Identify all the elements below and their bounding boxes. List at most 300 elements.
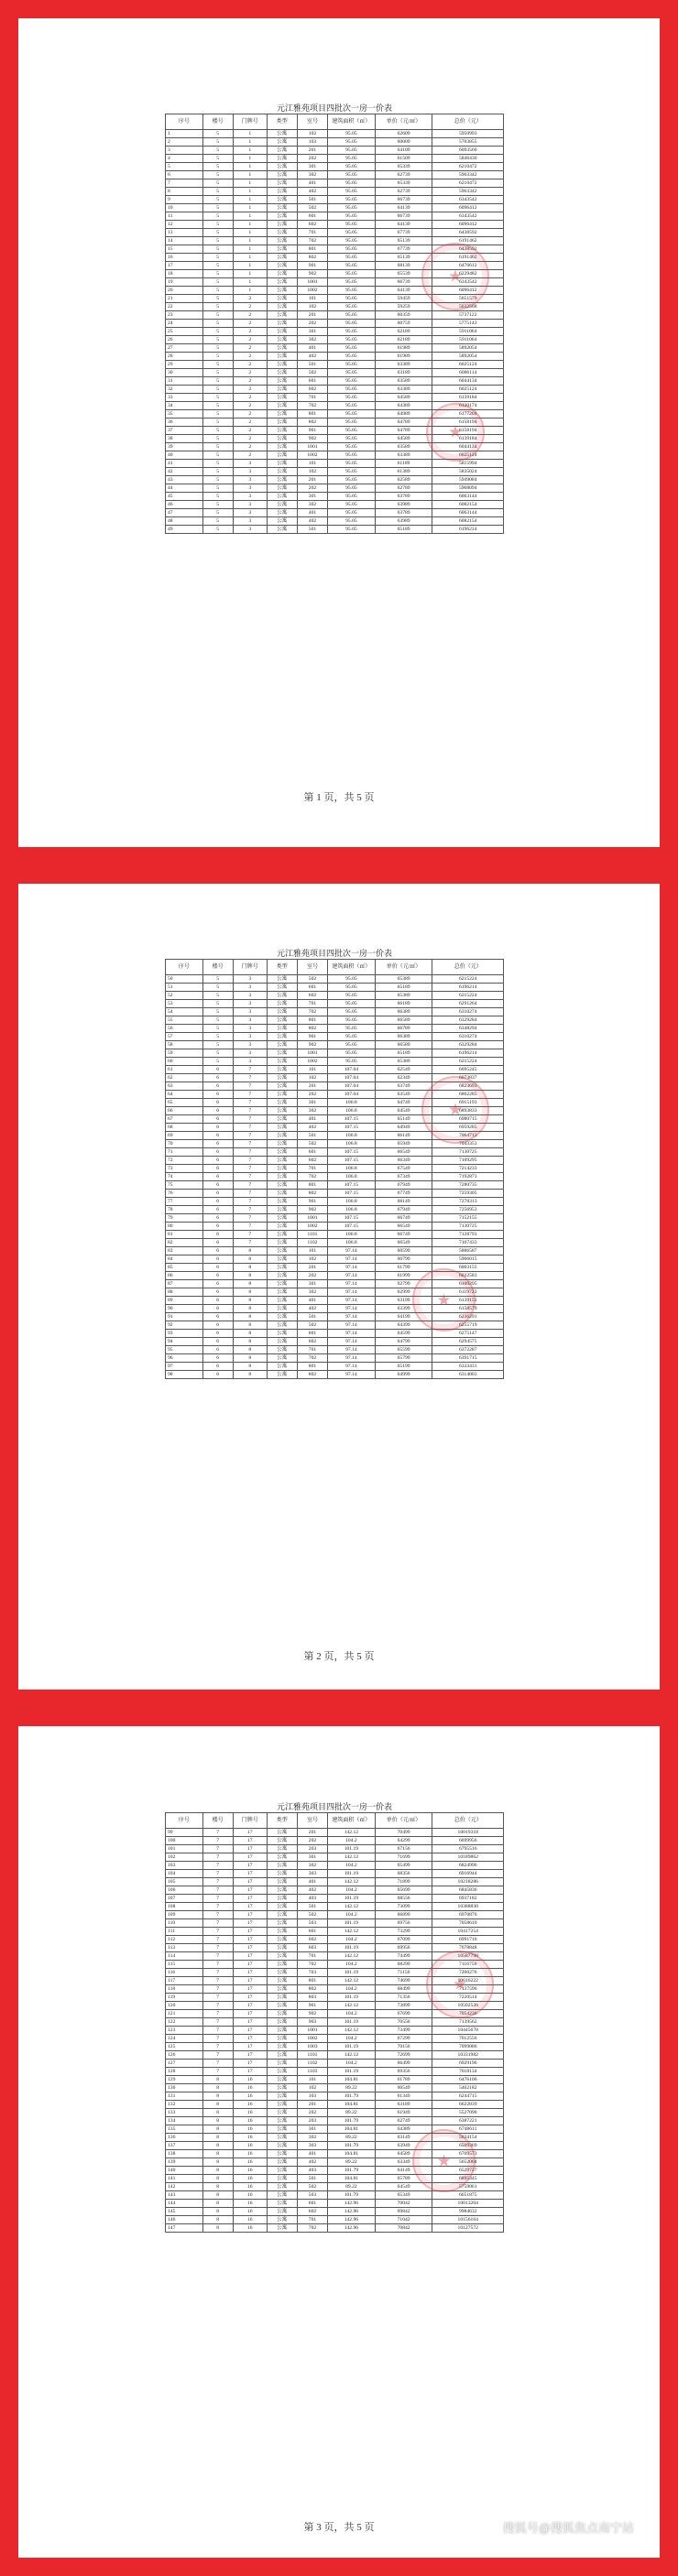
table-cell: 65199 [375,1363,432,1371]
table-row [166,2117,504,2125]
table-cell: 66749 [375,1231,432,1239]
table-cell: 97.14 [328,1305,376,1313]
table-cell: 71 [166,1148,203,1157]
table-row [166,212,504,221]
table-cell: 79 [166,1214,203,1223]
table-cell: 7 [202,1829,233,1837]
table-row [166,221,504,229]
table-cell: 6210472 [432,163,504,171]
table-row [166,1247,504,1255]
table-cell: 502 [297,1140,327,1148]
table-cell: 3 [233,484,267,493]
table-cell: 202 [297,2109,327,2117]
table-cell: 6769573 [432,2150,504,2158]
table-cell: 142.12 [328,1878,376,1886]
table-cell: 公寓 [267,2125,297,2134]
table-cell: 95.05 [328,204,376,212]
table-row [166,353,504,361]
table-cell: 8 [202,2076,233,2084]
table-cell: 801 [297,1363,327,1371]
table-cell: 1101 [297,1231,327,1239]
table-cell: 95.05 [328,443,376,451]
table-cell: 99 [166,1829,203,1837]
table-row [166,2076,504,2084]
table-cell: 61349 [375,2092,432,2101]
table-cell: 3 [233,1049,267,1058]
table-cell: 95.05 [328,1008,376,1016]
table-row [166,361,504,369]
table-cell: 115 [166,1961,203,1969]
table-cell: 6529727 [432,2167,504,2175]
table-cell: 公寓 [267,1157,297,1165]
table-row [166,1198,504,1206]
table-cell: 12 [166,221,203,229]
table-cell: 6916944 [432,1870,504,1878]
table-cell: 95.05 [328,386,376,394]
table-cell: 97.14 [328,1272,376,1280]
table-cell: 6695245 [432,1066,504,1074]
official-seal [426,1951,494,2018]
table-cell: 66749 [375,1214,432,1223]
table-cell: 17 [233,1911,267,1919]
table-cell: 6 [202,1066,233,1074]
table-cell: 公寓 [267,509,297,517]
table-cell: 65339 [375,163,432,171]
table-cell: 公寓 [267,1239,297,1247]
price-sheet-page-2 [18,884,660,1690]
table-cell: 7280735 [432,1181,504,1190]
table-cell: 55 [166,1016,203,1025]
price-table [165,114,504,534]
table-cell: 68139 [375,262,432,270]
table-cell: 104.81 [328,2125,376,2134]
table-cell: 3 [233,984,267,992]
table-cell: 33 [166,394,203,402]
table-cell: 82 [166,1239,203,1247]
table-cell: 公寓 [267,155,297,163]
table-cell: 71156 [375,1969,432,1977]
table-cell: 64 [166,1091,203,1099]
table-cell: 6044134 [432,443,504,451]
table-cell: 5632568 [432,303,504,311]
table-cell: 95.05 [328,1058,376,1066]
table-cell: 501 [297,1132,327,1140]
table-cell: 77 [166,1198,203,1206]
table-cell: 7058610 [432,1919,504,1928]
table-cell: 1003 [297,2043,327,2051]
table-cell: 63989 [375,517,432,526]
table-cell: 7 [202,2027,233,2035]
table-cell: 95.05 [328,1016,376,1025]
table-row [166,1148,504,1157]
table-cell: 130 [166,2084,203,2092]
table-cell: 6980715 [432,1115,504,1124]
table-cell: 6025124 [432,451,504,460]
table-cell: 45 [166,493,203,501]
table-cell: 16 [233,2191,267,2200]
table-cell: 902 [297,2010,327,2018]
table-cell: 6139184 [432,435,504,443]
table-cell: 公寓 [267,1911,297,1919]
table-cell: 95.05 [328,509,376,517]
table-cell: 6310274 [432,1008,504,1016]
table-cell: 71042 [375,2216,432,2224]
table-cell: 43 [166,476,203,484]
table-cell: 95.05 [328,237,376,245]
table-cell: 1101 [297,2051,327,2060]
table-cell: 142.96 [328,2224,376,2233]
table-cell: 公寓 [267,476,297,484]
table-cell: 66589 [375,1016,432,1025]
table-cell: 902 [297,435,327,443]
table-cell: 公寓 [267,517,297,526]
table-row [166,369,504,377]
table-cell: 601 [297,984,327,992]
table-cell: 公寓 [267,984,297,992]
table-cell: 97.14 [328,1255,376,1264]
col-header: 类型 [267,960,297,975]
table-cell: 6 [202,1173,233,1181]
table-cell: 701 [297,1952,327,1961]
table-cell: 67299 [375,2035,432,2043]
table-cell: 93 [166,1330,203,1338]
table-cell: 95.05 [328,377,376,386]
table-cell: 64999 [375,1371,432,1379]
table-cell: 16 [166,254,203,262]
table-cell: 97.14 [328,1321,376,1330]
table-cell: 52 [166,992,203,1000]
table-cell: 5 [202,155,233,163]
table-cell: 143 [166,2191,203,2200]
table-cell: 6158194 [432,418,504,427]
table-cell: 66549 [375,1148,432,1157]
table-cell: 6387221 [432,2117,504,2125]
table-cell: 502 [297,975,327,984]
table-cell: 87 [166,1280,203,1288]
table-cell: 201 [297,147,327,155]
table-cell: 16 [233,2158,267,2167]
table-cell: 7 [202,1837,233,1845]
table-cell: 5 [202,229,233,237]
table-cell: 66189 [375,1000,432,1008]
table-cell: 公寓 [267,1338,297,1346]
table-cell: 95.05 [328,435,376,443]
table-cell: 57 [166,1033,203,1041]
table-cell: 6 [202,1115,233,1124]
table-cell: 5 [202,196,233,204]
table-row [166,1338,504,1346]
table-cell: 142.12 [328,2002,376,2010]
table-cell: 62 [166,1074,203,1082]
table-cell: 8 [233,1346,267,1354]
table-cell: 35 [166,410,203,418]
table-cell: 7 [233,1198,267,1206]
table-cell: 104.2 [328,1961,376,1969]
table-cell: 86 [166,1272,203,1280]
table-cell: 16 [233,2183,267,2191]
table-row [166,386,504,394]
table-cell: 5835024 [432,468,504,476]
table-cell: 7137596 [432,1985,504,1994]
table-cell: 2 [233,418,267,427]
table-cell: 16 [233,2216,267,2224]
table-cell: 6196214 [432,1049,504,1058]
table-cell: 7 [202,1878,233,1886]
table-cell: 101 [297,1247,327,1255]
table-cell: 95.05 [328,196,376,204]
table-cell: 106.8 [328,1239,376,1247]
table-cell: 6348294 [432,1025,504,1033]
table-cell: 3 [233,476,267,484]
table-cell: 2 [233,303,267,311]
table-cell: 8 [233,1280,267,1288]
table-cell: 16 [233,2101,267,2109]
table-row [166,468,504,476]
table-cell: 5 [202,171,233,179]
table-cell: 201 [297,476,327,484]
table-cell: 6959285 [432,1124,504,1132]
table-cell: 1 [233,147,267,155]
table-cell: 公寓 [267,1016,297,1025]
table-cell: 6 [202,1272,233,1280]
table-cell: 8 [202,2183,233,2191]
table-cell: 3 [233,1000,267,1008]
table-cell: 1 [233,196,267,204]
table-cell: 89.22 [328,2109,376,2117]
table-cell: 6 [166,171,203,179]
table-row [166,1165,504,1173]
table-cell: 公寓 [267,1049,297,1058]
table-cell: 6 [202,1330,233,1338]
table-cell: 3 [233,1041,267,1049]
table-cell: 6 [202,1321,233,1330]
table-cell: 6673837 [432,1074,504,1082]
table-cell: 116 [166,1969,203,1977]
table-cell: 34 [166,402,203,410]
table-cell: 公寓 [267,1255,297,1264]
table-cell: 6391715 [432,1354,504,1363]
table-cell: 6119723 [432,1288,504,1297]
table-cell: 6802285 [432,1091,504,1099]
table-cell: 146 [166,2216,203,2224]
table-row [166,1886,504,1895]
table-row [166,2084,504,2092]
table-cell: 2 [233,295,267,303]
table-cell: 501 [297,2175,327,2183]
table-cell: 101.79 [328,2167,376,2175]
col-header: 序号 [166,114,203,130]
table-cell: 901 [297,2002,327,2010]
table-cell: 62739 [375,188,432,196]
table-cell: 59 [166,1049,203,1058]
table-cell: 501 [297,196,327,204]
table-cell: 公寓 [267,2224,297,2233]
table-cell: 701 [297,1346,327,1354]
table-row [166,196,504,204]
table-cell: 5759061 [432,2183,504,2191]
table-cell: 66739 [375,212,432,221]
table-cell: 9984632 [432,2208,504,2216]
table-cell: 21 [166,295,203,303]
table-cell: 107.15 [328,1148,376,1157]
table-cell: 123 [166,2027,203,2035]
table-cell: 1 [233,254,267,262]
table-cell: 1 [233,221,267,229]
table-cell: 17 [233,1928,267,1936]
table-cell: 公寓 [267,2092,297,2101]
table-cell: 5 [202,270,233,278]
table-cell: 107.15 [328,1214,376,1223]
table-cell: 81 [166,1231,203,1239]
table-cell: 10 [166,204,203,212]
table-cell: 64399 [375,1321,432,1330]
table-row [166,2043,504,2051]
table-cell: 6215224 [432,1058,504,1066]
table-row [166,2051,504,2060]
table-cell: 公寓 [267,526,297,534]
table-cell: 802 [297,1025,327,1033]
table-cell: 29 [166,361,203,369]
table-cell: 3 [233,1033,267,1041]
table-row [166,320,504,328]
table-cell: 6991716 [432,1936,504,1944]
table-cell: 103 [297,2092,327,2101]
table-cell: 7 [233,1173,267,1181]
table-cell: 37 [166,427,203,435]
table-cell: 1 [233,188,267,196]
table-cell: 65539 [375,270,432,278]
table-cell: 5737122 [432,311,504,320]
table-row [166,1363,504,1371]
table-cell: 7 [202,1944,233,1952]
table-cell: 701 [297,1000,327,1008]
table-cell: 公寓 [267,163,297,171]
table-cell: 5 [202,386,233,394]
table-cell: 95 [166,1346,203,1354]
table-cell: 65149 [375,1115,432,1124]
table-cell: 128 [166,2068,203,2076]
table-cell: 7 [202,1919,233,1928]
table-cell: 65139 [375,254,432,262]
table-cell: 公寓 [267,311,297,320]
table-cell: 17 [233,2035,267,2043]
table-cell: 3 [233,1025,267,1033]
table-cell: 1 [233,155,267,163]
table-cell: 118 [166,1985,203,1994]
table-cell: 公寓 [267,287,297,295]
table-cell: 6 [202,1140,233,1148]
table-cell: 5 [202,501,233,509]
table-cell: 101 [297,295,327,303]
table-cell: 8 [202,2167,233,2175]
table-cell: 95.05 [328,287,376,295]
table-cell: 公寓 [267,1928,297,1936]
table-cell: 7 [233,1157,267,1165]
table-cell: 5911064 [432,328,504,336]
table-cell: 公寓 [267,344,297,353]
table-cell: 8 [202,2224,233,2233]
table-cell: 101 [297,460,327,468]
col-header: 建筑面积（㎡） [328,114,376,130]
table-cell: 903 [297,2018,327,2027]
table-row [166,188,504,196]
table-cell: 302 [297,2134,327,2142]
table-cell: 5 [202,287,233,295]
table-cell: 5 [202,992,233,1000]
table-cell: 公寓 [267,2175,297,2183]
table-cell: 601 [297,212,327,221]
table-cell: 95.05 [328,188,376,196]
table-cell: 702 [297,2224,327,2233]
table-cell: 6 [202,1363,233,1371]
table-cell: 7 [202,1977,233,1985]
table-cell: 5703855 [432,138,504,147]
table-cell: 6 [202,1231,233,1239]
col-header: 序号 [166,960,203,975]
table-row [166,1231,504,1239]
table-cell: 6651875 [432,2191,504,2200]
table-cell: 5 [202,468,233,476]
table-cell: 142.12 [328,2051,376,2060]
table-cell: 3 [166,147,203,155]
table-cell: 139 [166,2158,203,2167]
table-cell: 101.19 [328,2043,376,2051]
table-cell: 公寓 [267,443,297,451]
col-header: 建筑面积（㎡） [328,960,376,975]
table-cell: 134 [166,2117,203,2125]
table-cell: 3 [233,1008,267,1016]
table-cell: 1 [233,287,267,295]
table-cell: 公寓 [267,1181,297,1190]
table-cell: 公寓 [267,1952,297,1961]
table-cell: 76 [166,1190,203,1198]
table-cell: 16 [233,2150,267,2158]
table-cell: 5 [202,460,233,468]
table-cell: 301 [297,1853,327,1862]
table-cell: 41 [166,460,203,468]
table-cell: 10445678 [432,2027,504,2035]
table-row [166,130,504,138]
table-cell: 98 [166,1371,203,1379]
table-cell: 7 [233,1132,267,1140]
table-cell: 104.81 [328,2175,376,2183]
table-cell: 2 [233,344,267,353]
table-cell: 141 [166,2175,203,2183]
table-cell: 901 [297,1033,327,1041]
table-cell: 66389 [375,1008,432,1016]
table-cell: 6100295 [432,1280,504,1288]
col-header: 总价（元） [432,1813,504,1829]
table-cell: 95.05 [328,427,376,435]
table-cell: 7 [202,1952,233,1961]
table-row [166,1346,504,1354]
table-cell: 6275147 [432,1330,504,1338]
table-cell: 6294575 [432,1338,504,1346]
table-cell: 104.2 [328,1911,376,1919]
table-cell: 公寓 [267,2208,297,2216]
table-cell: 95.05 [328,369,376,377]
table-cell: 95.05 [328,303,376,311]
table-cell: 402 [297,2158,327,2167]
table-cell: 95.05 [328,1000,376,1008]
table-cell: 95.05 [328,501,376,509]
table-cell: 17 [233,2051,267,2060]
table-cell: 63 [166,1082,203,1091]
table-cell: 公寓 [267,245,297,254]
table-cell: 8 [233,1297,267,1305]
table-cell: 95.05 [328,155,376,163]
table-cell: 91 [166,1313,203,1321]
